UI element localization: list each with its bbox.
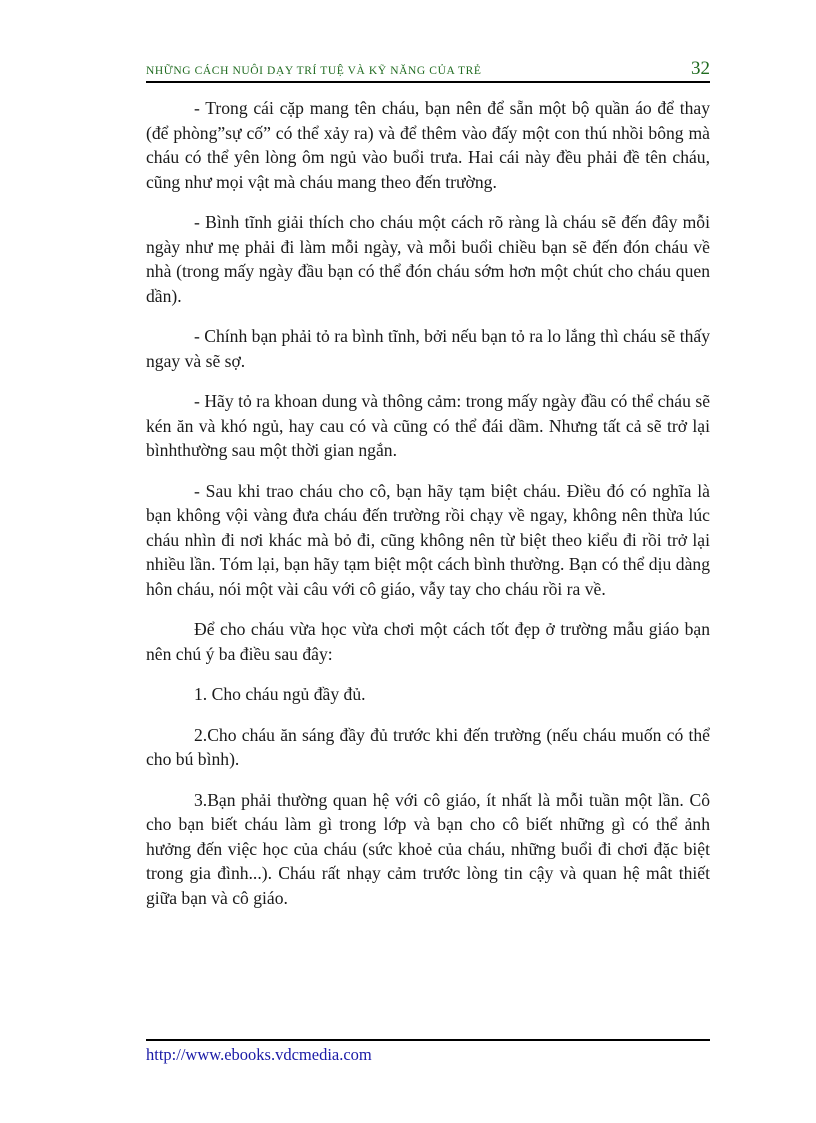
list-item: 1. Cho cháu ngủ đầy đủ.: [194, 684, 366, 704]
page-number: 32: [691, 58, 710, 79]
page-body: [146, 96, 710, 926]
paragraph: - Trong cái cặp mang tên cháu, bạn nên để sẵn một bộ quần áo để thay (để phòng”sự cố” có thể xảy ra) và để thêm vào đấy một con thú nhồi bông mà cháu có thể yên lòng ôm ngủ vào buổi trưa. Hai cái này đều phải đề tên cháu, cũng như mọi vật mà cháu mang theo đến trường.: [146, 98, 710, 192]
paragraph: - Sau khi trao cháu cho cô, bạn hãy tạm biệt cháu. Điều đó có nghĩa là bạn không vội vàng đưa cháu đến trường rồi chạy về ngay, không nên thừa lúc cháu nhìn đi nơi khác mà bỏ đi, cũng không nên từ biệt theo kiểu đi rồi trở lại nhiều lần. Tóm lại, bạn hãy tạm biệt một cách bình thường. Bạn có thể dịu dàng hôn cháu, nói một vài câu với cô giáo, vẫy tay cho cháu rồi ra về.: [146, 480, 710, 599]
list-item: 3.Bạn phải thường quan hệ với cô giáo, ít nhất là mỗi tuần một lần. Cô cho bạn biết cháu làm gì trong lớp và bạn cho cô biết những gì có thể ảnh hưởng đến việc học của cháu (sức khoẻ của cháu, những buổi đi chơi đặc biệt trong gia đình...). Cháu rất nhạy cảm trước lòng tin cậy và quan hệ mât thiết giữa bạn và cô giáo.: [146, 789, 710, 908]
paragraph: Để cho cháu vừa học vừa chơi một cách tốt đẹp ở trường mẫu giáo bạn nên chú ý ba điều sau đây:: [146, 619, 710, 664]
footer-url-link[interactable]: http://www.ebooks.vdcmedia.com: [146, 1045, 372, 1064]
paragraph: - Bình tĩnh giải thích cho cháu một cách rõ ràng là cháu sẽ đến đây mỗi ngày như mẹ phải đi làm mỗi ngày, và mỗi buổi chiều bạn sẽ đến đón cháu về nhà (trong mấy ngày đầu bạn có thể đón cháu sớm hơn một chút cho cháu quen dần).: [146, 212, 710, 306]
header-divider: [146, 81, 710, 83]
book-title: NHỮNG CÁCH NUÔI DẠY TRÍ TUỆ VÀ KỸ NĂNG CỦA TRẺ: [146, 65, 482, 77]
footer-divider: [146, 1039, 710, 1041]
paragraph: - Hãy tỏ ra khoan dung và thông cảm: trong mấy ngày đầu có thể cháu sẽ kén ăn và khó ngủ, hay cau có và cũng có thể đái dầm. Nhưng tất cả sẽ trở lại bìnhthường sau một thời gian ngắn.: [146, 391, 710, 460]
list-item: 2.Cho cháu ăn sáng đầy đủ trước khi đến trường (nếu cháu muốn có thể cho bú bình).: [146, 724, 710, 769]
paragraph: - Chính bạn phải tỏ ra bình tĩnh, bởi nếu bạn tỏ ra lo lắng thì cháu sẽ thấy ngay và sẽ sợ.: [146, 326, 710, 371]
